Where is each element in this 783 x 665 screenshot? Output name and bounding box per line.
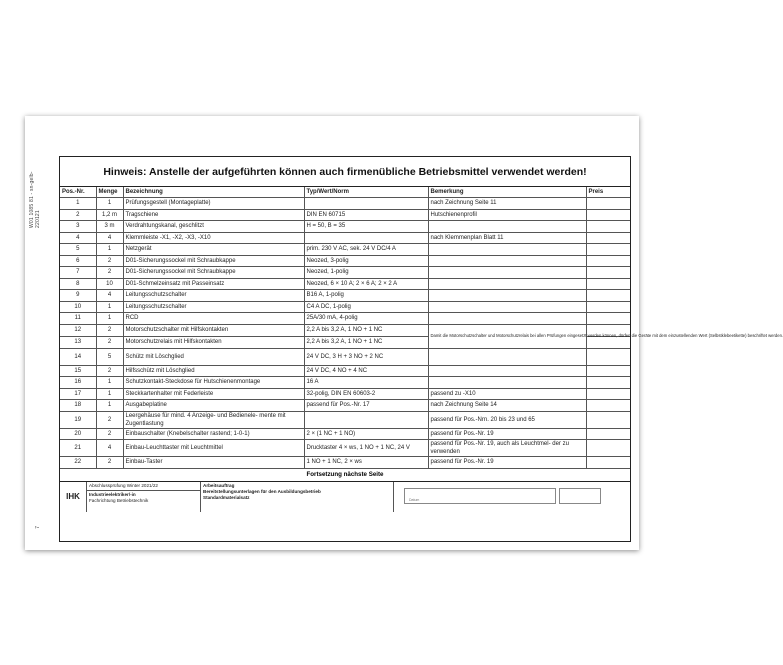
row-pos: 10: [60, 301, 96, 313]
row-typ: [304, 411, 428, 428]
row-bemerkung: [428, 278, 586, 290]
row-typ: B16 A, 1-polig: [304, 290, 428, 302]
row-bemerkung: passend für Pos.-Nrn. 20 bis 23 und 65: [428, 411, 586, 428]
row-bemerkung: [428, 348, 586, 365]
row-preis: [586, 221, 630, 233]
row-bezeichnung: Schutzkontakt-Steckdose für Hutschienenmontage: [123, 377, 304, 389]
row-typ: 2 × (1 NC + 1 NO): [304, 428, 428, 440]
row-menge: 2: [96, 267, 123, 279]
continuation-note: Fortsetzung nächste Seite: [60, 469, 630, 482]
row-preis: [586, 244, 630, 256]
row-menge: 1: [96, 244, 123, 256]
table-row: [60, 221, 630, 233]
row-pos: 20: [60, 428, 96, 440]
col-header-pos: Pos.-Nr.: [60, 187, 96, 198]
row-typ: 24 V DC, 3 H + 3 NO + 2 NC: [304, 348, 428, 365]
row-bemerkung: [428, 244, 586, 256]
row-bezeichnung: Leitungsschutzschalter: [123, 301, 304, 313]
row-bemerkung: nach Klemmenplan Blatt 11: [428, 232, 586, 244]
row-bezeichnung: D01-Sicherungssockel mit Schraubkappe: [123, 267, 304, 279]
row-bezeichnung: Steckkartenhalter mit Federleiste: [123, 388, 304, 400]
row-menge: 1: [96, 388, 123, 400]
row-menge: 2: [96, 457, 123, 469]
row-typ: 2,2 A bis 3,2 A, 1 NO + 1 NC: [304, 336, 428, 348]
row-preis: [586, 301, 630, 313]
col-header-preis: Preis: [586, 187, 630, 198]
row-menge: 1: [96, 377, 123, 389]
row-pos: 8: [60, 278, 96, 290]
row-preis: [586, 400, 630, 412]
table-row: [60, 348, 630, 365]
table-row: [60, 428, 630, 440]
row-pos: 12: [60, 324, 96, 336]
table-row: [60, 411, 630, 428]
row-bemerkung: passend für Pos.-Nr. 19: [428, 457, 586, 469]
row-menge: 1,2 m: [96, 209, 123, 221]
row-typ: 25A/30 mA, 4-polig: [304, 313, 428, 325]
row-bezeichnung: Ausgabeplatine: [123, 400, 304, 412]
table-row: [60, 400, 630, 412]
row-preis: [586, 365, 630, 377]
page-number: 7: [35, 526, 41, 529]
table-row: [60, 244, 630, 256]
row-bemerkung: passend zu -X10: [428, 388, 586, 400]
row-bezeichnung: RCD: [123, 313, 304, 325]
row-menge: 2: [96, 365, 123, 377]
table-row: [60, 255, 630, 267]
col-header-menge: Menge: [96, 187, 123, 198]
row-bemerkung: [428, 377, 586, 389]
row-bemerkung: [428, 290, 586, 302]
row-preis: [586, 267, 630, 279]
task-type: Arbeitsauftrag: [203, 482, 235, 488]
col-header-bemerkung: Bemerkung: [428, 187, 586, 198]
row-preis: [586, 388, 630, 400]
row-bemerkung: nach Zeichnung Seite 14: [428, 400, 586, 412]
row-bezeichnung: Leergehäuse für mind. 4 Anzeige- und Bedienele- mente mit Zugentlastung: [123, 411, 304, 428]
row-bemerkung: [428, 365, 586, 377]
row-preis: [586, 348, 630, 365]
row-preis: [586, 411, 630, 428]
material-table: [60, 187, 783, 469]
row-preis: [586, 198, 630, 210]
row-pos: 15: [60, 365, 96, 377]
row-bezeichnung: Klemmleiste -X1, -X2, -X3, -X10: [123, 232, 304, 244]
row-typ: 16 A: [304, 377, 428, 389]
row-typ: C4 A DC, 1-polig: [304, 301, 428, 313]
row-pos: 6: [60, 255, 96, 267]
row-pos: 13: [60, 336, 96, 348]
row-typ: 2,2 A bis 3,2 A, 1 NO + 1 NC: [304, 324, 428, 336]
row-menge: 3 m: [96, 221, 123, 233]
date-label: Datum: [409, 497, 420, 502]
table-row: [60, 313, 630, 325]
row-menge: 2: [96, 428, 123, 440]
row-bezeichnung: Einbauschalter (Knebelschalter rastend; 1-0-1): [123, 428, 304, 440]
row-bezeichnung: Tragschiene: [123, 209, 304, 221]
exam-info: [87, 482, 201, 512]
row-pos: 21: [60, 440, 96, 457]
row-bezeichnung: Prüfungsgestell (Montageplatte): [123, 198, 304, 210]
table-row: [60, 457, 630, 469]
row-typ: [304, 232, 428, 244]
row-pos: 5: [60, 244, 96, 256]
table-row: [60, 301, 630, 313]
row-bemerkung: [428, 301, 586, 313]
row-typ: passend für Pos.-Nr. 17: [304, 400, 428, 412]
table-row: [60, 198, 630, 210]
row-typ: 32-polig, DIN EN 60603-2: [304, 388, 428, 400]
row-bezeichnung: Netzgerät: [123, 244, 304, 256]
task-subtitle: Bereitstellungsunterlagen für den Ausbildungsbetrieb: [203, 488, 321, 494]
row-typ: Neozed, 1-polig: [304, 267, 428, 279]
exam-session: Abschlussprüfung Winter 2021/22: [87, 482, 200, 491]
row-typ: H = 50, B = 35: [304, 221, 428, 233]
row-bemerkung: [428, 255, 586, 267]
row-pos: 4: [60, 232, 96, 244]
row-menge: 4: [96, 290, 123, 302]
table-row: [60, 440, 630, 457]
col-header-typ: Typ/Wert/Norm: [304, 187, 428, 198]
row-pos: 1: [60, 198, 96, 210]
exam-profession: Industrieelektriker/-in: [89, 491, 136, 497]
row-bemerkung: [428, 313, 586, 325]
row-typ: Neozed, 6 × 10 A; 2 × 6 A; 2 × 2 A: [304, 278, 428, 290]
row-bemerkung: Damit die Motorschutzschalter und Motorschutzrelais bei allen Prüfungen eingesetzt werden können, dürfen die Geräte mit dem einzustellenden Wert (Selbstklebeetikette) beschriftet werden.: [428, 324, 586, 348]
signature-area: [394, 482, 630, 512]
row-preis: [586, 209, 630, 221]
row-bemerkung: Hutschienenprofil: [428, 209, 586, 221]
signature-field[interactable]: [559, 488, 601, 504]
row-typ: [304, 198, 428, 210]
task-set: Standardmaterialsatz: [203, 494, 250, 500]
row-typ: Drucktaster 4 × ws, 1 NO + 1 NC, 24 V: [304, 440, 428, 457]
row-bemerkung: [428, 221, 586, 233]
table-row: [60, 267, 630, 279]
row-typ: DIN EN 60715: [304, 209, 428, 221]
row-pos: 18: [60, 400, 96, 412]
row-bezeichnung: D01-Schmelzeinsatz mit Passeinsatz: [123, 278, 304, 290]
row-menge: 4: [96, 440, 123, 457]
footer: [60, 482, 630, 512]
date-field[interactable]: [404, 488, 556, 504]
row-bezeichnung: Einbau-Taster: [123, 457, 304, 469]
row-menge: 2: [96, 336, 123, 348]
row-preis: [586, 313, 630, 325]
row-typ: prim. 230 V AC, sek. 24 V DC/4 A: [304, 244, 428, 256]
row-bezeichnung: Leitungsschutzschalter: [123, 290, 304, 302]
row-pos: 11: [60, 313, 96, 325]
row-menge: 10: [96, 278, 123, 290]
row-pos: 3: [60, 221, 96, 233]
row-preis: [586, 232, 630, 244]
ihk-logo: IHK: [60, 482, 87, 512]
row-preis: [586, 290, 630, 302]
row-bezeichnung: Einbau-Leuchttaster mit Leuchtmittel: [123, 440, 304, 457]
exam-specialty: Fachrichtung Betriebstechnik: [89, 497, 149, 503]
row-menge: 2: [96, 411, 123, 428]
row-pos: 19: [60, 411, 96, 428]
document-code: W01 1085 81 - sn-gelb-220121: [29, 171, 41, 228]
row-menge: 1: [96, 313, 123, 325]
row-pos: 9: [60, 290, 96, 302]
table-header-row: [60, 187, 630, 198]
col-header-bezeichnung: Bezeichnung: [123, 187, 304, 198]
row-bezeichnung: D01-Sicherungssockel mit Schraubkappe: [123, 255, 304, 267]
row-preis: [586, 440, 630, 457]
row-pos: 17: [60, 388, 96, 400]
row-pos: 16: [60, 377, 96, 389]
table-row: [60, 232, 630, 244]
row-preis: [586, 377, 630, 389]
table-row: [60, 377, 630, 389]
table-row: [60, 388, 630, 400]
row-typ: 1 NO + 1 NC, 2 × ws: [304, 457, 428, 469]
row-preis: [586, 278, 630, 290]
row-pos: 7: [60, 267, 96, 279]
table-row: [60, 324, 630, 336]
row-menge: 1: [96, 198, 123, 210]
row-preis: [586, 457, 630, 469]
row-bemerkung: [428, 267, 586, 279]
row-pos: 14: [60, 348, 96, 365]
row-menge: 1: [96, 301, 123, 313]
row-menge: 5: [96, 348, 123, 365]
row-bezeichnung: Motorschutzrelais mit Hilfskontakten: [123, 336, 304, 348]
row-bemerkung: nach Zeichnung Seite 11: [428, 198, 586, 210]
row-pos: 2: [60, 209, 96, 221]
table-row: [60, 209, 630, 221]
row-menge: 2: [96, 255, 123, 267]
table-row: [60, 365, 630, 377]
row-menge: 2: [96, 324, 123, 336]
row-bezeichnung: Hilfsschütz mit Löschglied: [123, 365, 304, 377]
row-menge: 4: [96, 232, 123, 244]
row-bezeichnung: Schütz mit Löschglied: [123, 348, 304, 365]
row-bezeichnung: Verdrahtungskanal, geschlitzt: [123, 221, 304, 233]
page-title: Hinweis: Anstelle der aufgeführten können auch firmenübliche Betriebsmittel verwendet werden!: [60, 157, 630, 187]
row-pos: 22: [60, 457, 96, 469]
row-typ: 24 V DC, 4 NO + 4 NC: [304, 365, 428, 377]
row-typ: Neozed, 3-polig: [304, 255, 428, 267]
task-info: [201, 482, 394, 512]
row-bemerkung: passend für Pos.-Nr. 19, auch als Leuchtmel- der zu verwenden: [428, 440, 586, 457]
row-preis: [586, 428, 630, 440]
row-menge: 1: [96, 400, 123, 412]
table-row: [60, 278, 630, 290]
table-row: [60, 290, 630, 302]
material-list-frame: [59, 156, 783, 542]
row-preis: [586, 255, 630, 267]
row-bezeichnung: Motorschutzschalter mit Hilfskontakten: [123, 324, 304, 336]
document-sheet: [25, 116, 783, 550]
row-bemerkung: passend für Pos.-Nr. 19: [428, 428, 586, 440]
